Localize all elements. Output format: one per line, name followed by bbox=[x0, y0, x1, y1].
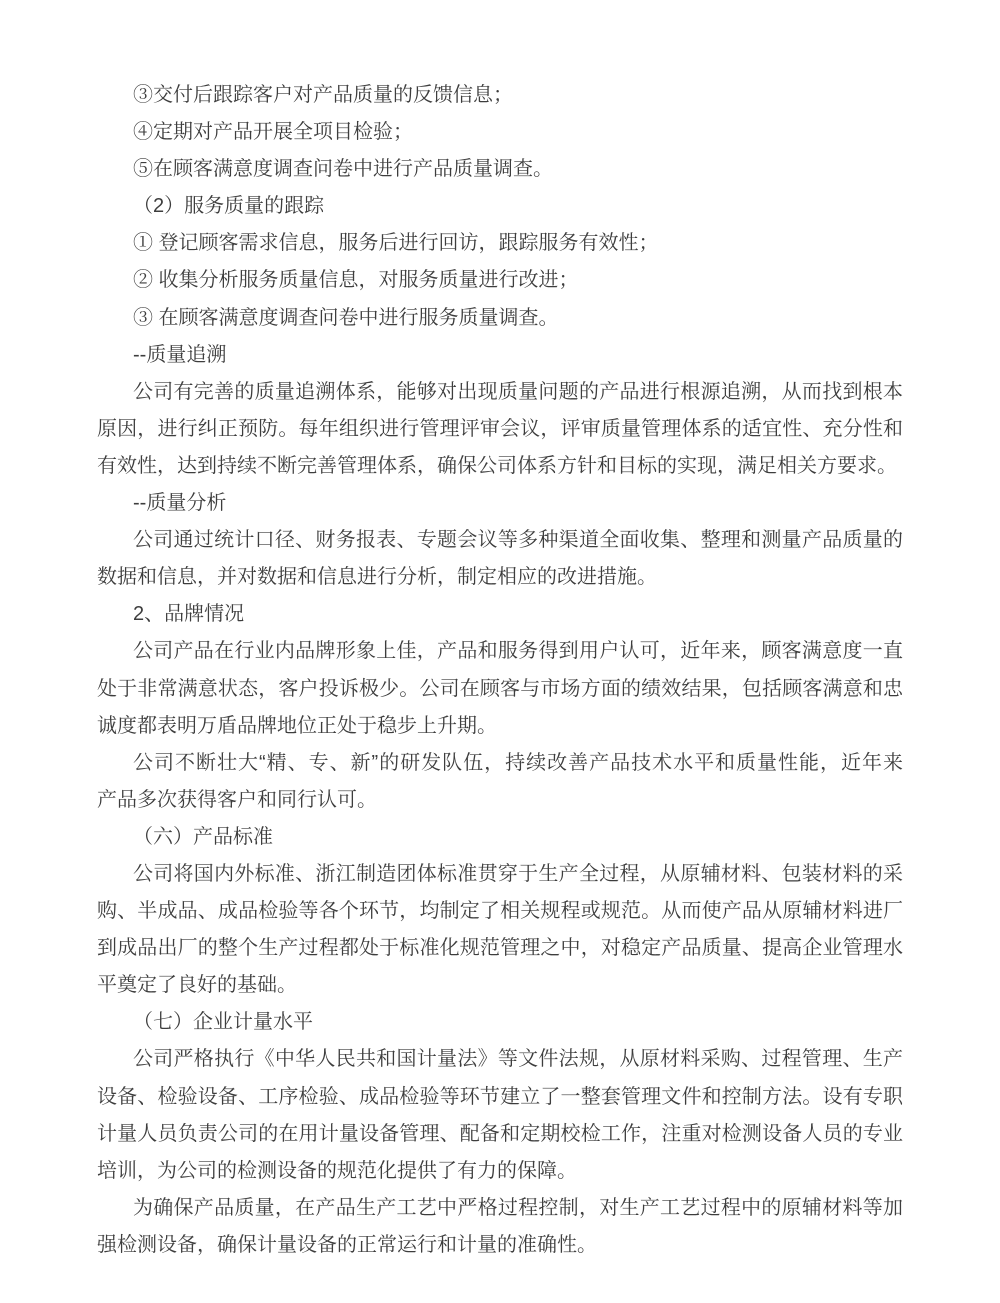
text-line: 平奠定了良好的基础。 bbox=[97, 974, 297, 997]
text-line: 数据和信息，并对数据和信息进行分析，制定相应的改进措施。 bbox=[97, 566, 657, 589]
text-line: ③交付后跟踪客户对产品质量的反馈信息； bbox=[133, 84, 513, 106]
list-item-paragraph bbox=[97, 485, 903, 522]
text-line: --质量追溯 bbox=[133, 343, 227, 366]
text-line: 公司严格执行《中华人民共和国计量法》等文件法规，从原材料采购、过程管理、生产 bbox=[133, 1048, 903, 1071]
text-line: 公司将国内外标准、浙江制造团体标准贯穿于生产全过程，从原辅材料、包装材料的采 bbox=[133, 862, 903, 885]
text-line: 公司有完善的质量追溯体系，能够对出现质量问题的产品进行根源追溯，从而找到根本 bbox=[133, 380, 903, 403]
list-item-paragraph bbox=[97, 337, 903, 374]
body-paragraph bbox=[97, 1041, 903, 1189]
list-item-paragraph bbox=[97, 151, 903, 188]
text-line: 到成品出厂的整个生产过程都处于标准化规范管理之中，对稳定产品质量、提高企业管理水 bbox=[97, 937, 903, 960]
text-line: 计量人员负责公司的在用计量设备管理、配备和定期校检工作，注重对检测设备人员的专业 bbox=[97, 1122, 903, 1145]
list-item-paragraph bbox=[97, 300, 903, 337]
list-item-paragraph bbox=[97, 225, 903, 262]
body-paragraph bbox=[97, 633, 903, 744]
text-line: 设备、检验设备、工序检验、成品检验等环节建立了一整套管理文件和控制方法。设有专职 bbox=[97, 1085, 903, 1108]
body-paragraph bbox=[97, 1190, 903, 1264]
text-line: 培训，为公司的检测设备的规范化提供了有力的保障。 bbox=[97, 1159, 577, 1182]
text-line: 处于非常满意状态，客户投诉极少。公司在顾客与市场方面的绩效结果，包括顾客满意和忠 bbox=[97, 677, 903, 700]
text-line: 有效性，达到持续不断完善管理体系，确保公司体系方针和目标的实现，满足相关方要求。 bbox=[97, 454, 897, 477]
text-line: 公司通过统计口径、财务报表、专题会议等多种渠道全面收集、整理和测量产品质量的 bbox=[133, 529, 903, 552]
text-line: ⑤在顾客满意度调查问卷中进行产品质量调查。 bbox=[133, 158, 553, 181]
text-line: 诚度都表明万盾品牌地位正处于稳步上升期。 bbox=[97, 714, 497, 737]
text-line: 产品多次获得客户和同行认可。 bbox=[97, 788, 377, 811]
list-item-paragraph bbox=[97, 596, 903, 633]
text-line: 原因，进行纠正预防。每年组织进行管理评审会议，评审质量管理体系的适宜性、充分性和 bbox=[97, 417, 903, 440]
body-paragraph bbox=[97, 745, 903, 819]
text-line: 为确保产品质量，在产品生产工艺中严格过程控制，对生产工艺过程中的原辅材料等加 bbox=[133, 1196, 903, 1219]
body-paragraph bbox=[97, 374, 903, 485]
list-item-paragraph bbox=[97, 188, 903, 225]
document-body bbox=[97, 77, 903, 1264]
text-line: ④定期对产品开展全项目检验； bbox=[133, 121, 413, 144]
text-line: ② 收集分析服务质量信息，对服务质量进行改进； bbox=[133, 269, 579, 292]
text-line: 公司不断壮大“精、专、新”的研发队伍，持续改善产品技术水平和质量性能，近年来 bbox=[133, 751, 903, 774]
text-line: （七）企业计量水平 bbox=[133, 1011, 313, 1034]
text-line: --质量分析 bbox=[133, 492, 227, 515]
text-line: （六）产品标准 bbox=[133, 825, 273, 848]
text-line: （2）服务质量的跟踪 bbox=[133, 195, 325, 218]
list-item-paragraph bbox=[97, 1004, 903, 1041]
body-paragraph bbox=[97, 522, 903, 596]
text-line: ③ 在顾客满意度调查问卷中进行服务质量调查。 bbox=[133, 306, 559, 329]
body-paragraph bbox=[97, 856, 903, 1004]
list-item-paragraph bbox=[97, 77, 903, 114]
text-line: 公司产品在行业内品牌形象上佳，产品和服务得到用户认可，近年来，顾客满意度一直 bbox=[133, 640, 903, 663]
text-line: 强检测设备，确保计量设备的正常运行和计量的准确性。 bbox=[97, 1233, 597, 1256]
list-item-paragraph bbox=[97, 114, 903, 151]
list-item-paragraph bbox=[97, 819, 903, 856]
list-item-paragraph bbox=[97, 262, 903, 299]
text-line: 购、半成品、成品检验等各个环节，均制定了相关规程或规范。从而使产品从原辅材料进厂 bbox=[97, 900, 903, 923]
text-line: 2、品牌情况 bbox=[133, 603, 245, 626]
text-line: ① 登记顾客需求信息，服务后进行回访，跟踪服务有效性； bbox=[133, 232, 659, 255]
